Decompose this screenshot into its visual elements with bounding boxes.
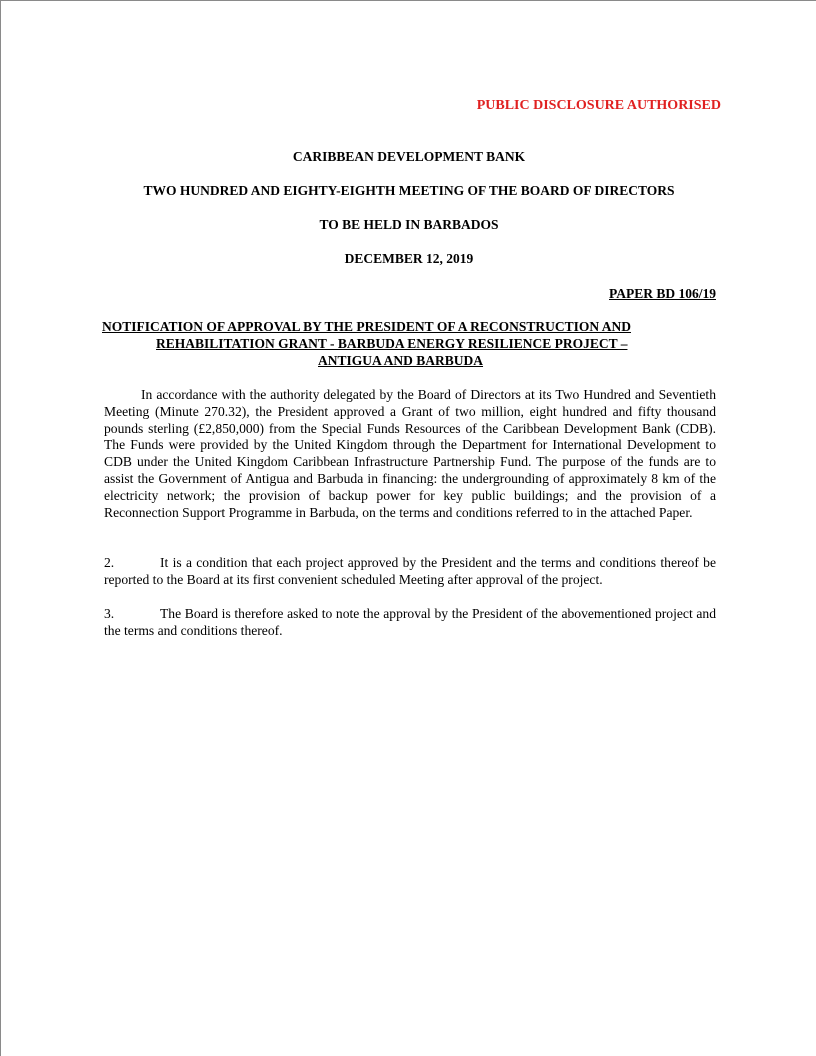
paragraph-2-number: 2. <box>104 555 115 570</box>
meeting-heading: TWO HUNDRED AND EIGHTY-EIGHTH MEETING OF THE BOARD OF DIRECTORS <box>143 183 675 198</box>
paragraph-2-text: It is a condition that each project approved by the President and the terms and conditions thereof be reported to the Board at its first convenient scheduled Meeting after approval of the project. <box>104 555 716 587</box>
title-line-3: ANTIGUA AND BARBUDA <box>318 353 484 368</box>
paragraph-1: In accordance with the authority delegated by the Board of Directors at its Two Hundred and Seventieth Meeting (Minute 270.32), the President approved a Grant of two million, eight hundred and fifty thousand pounds sterling (£2,850,000) from the Special Funds Resources of the Caribbean Development Bank (CDB). The Funds were provided by the United Kingdom through the Department for International Development to CDB under the United Kingdom Caribbean Infrastructure Partnership Fund. The purpose of the funds are to assist the Government of Antigua and Barbuda in financing: the undergrounding of approximately 8 km of the electricity network; the provision of backup power for key public buildings; and the provision of a Reconnection Support Programme in Barbuda, on the terms and conditions referred to in the attached Paper. <box>104 387 716 520</box>
title-line-1: NOTIFICATION OF APPROVAL BY THE PRESIDENT OF A RECONSTRUCTION AND <box>102 319 631 334</box>
paragraph-3-text: The Board is therefore asked to note the approval by the President of the abovementioned project and the terms and conditions thereof. <box>104 606 716 638</box>
public-disclosure-label: PUBLIC DISCLOSURE AUTHORISED <box>476 98 721 113</box>
organization-heading: CARIBBEAN DEVELOPMENT BANK <box>292 149 526 164</box>
paper-number: PAPER BD 106/19 <box>609 286 716 301</box>
paragraph-3-number: 3. <box>104 606 115 621</box>
document-title <box>101 318 717 369</box>
paragraph-2 <box>104 555 716 589</box>
paragraph-3 <box>104 606 716 640</box>
title-line-2: REHABILITATION GRANT - BARBUDA ENERGY RESILIENCE PROJECT – <box>156 336 628 351</box>
location-heading: TO BE HELD IN BARBADOS <box>319 217 499 232</box>
date-heading: DECEMBER 12, 2019 <box>344 251 474 266</box>
